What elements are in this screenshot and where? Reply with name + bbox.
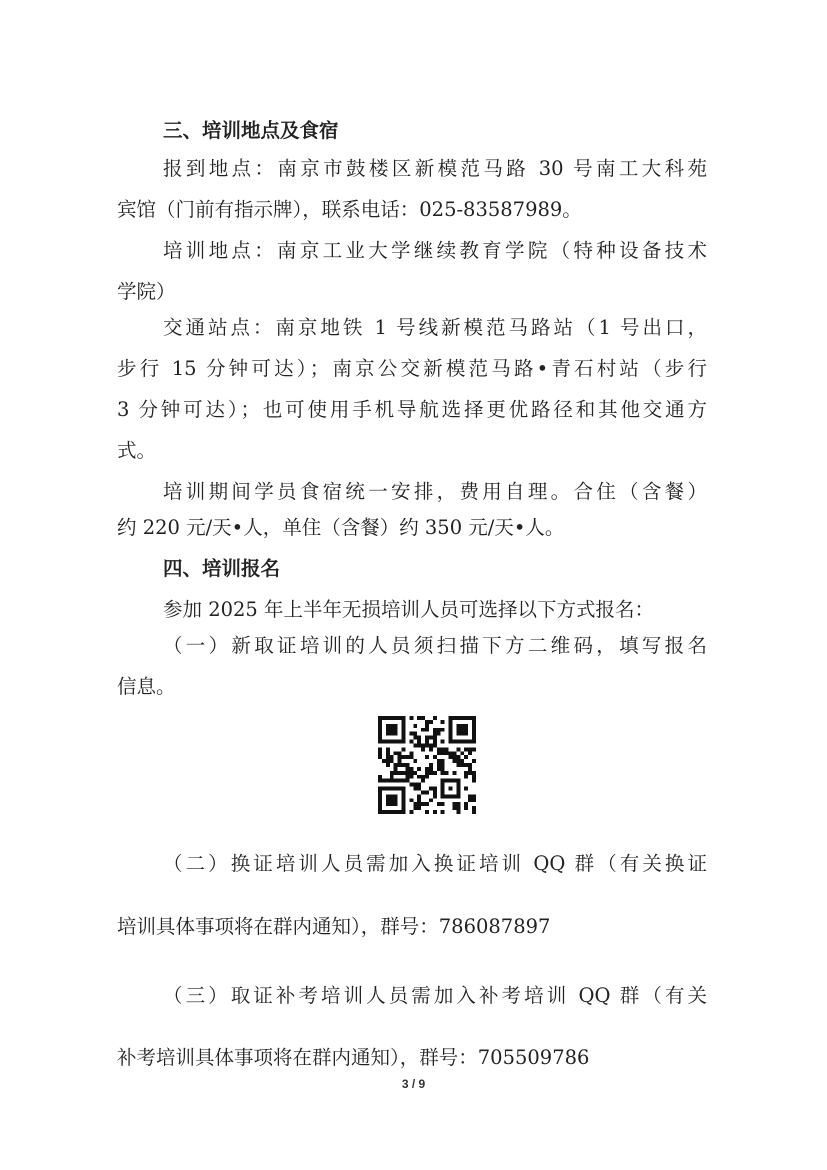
transport-line-1: 交通站点：南京地铁 1 号线新模范马路站（1 号出口， (163, 316, 707, 339)
transport-line-2: 步行 15 分钟可达）；南京公交新模范马路•青石村站（步行 (117, 357, 707, 380)
transport-line-3: 3 分钟可达）；也可使用手机导航选择更优路径和其他交通方 (117, 398, 707, 421)
section-heading-4: 四、培训报名 (163, 557, 281, 580)
item3-line-2: 补考培训具体事项将在群内通知），群号：705509786 (117, 1046, 590, 1069)
item2-line-1: （二）换证培训人员需加入换证培训 QQ 群（有关换证 (163, 852, 707, 875)
registration-intro: 参加 2025 年上半年无损培训人员可选择以下方式报名： (163, 598, 655, 621)
training-location-line-2: 学院） (117, 280, 176, 303)
training-location-line-1: 培训地点：南京工业大学继续教育学院（特种设备技术 (163, 239, 707, 262)
page-number: 3 / 9 (401, 1077, 426, 1091)
item1-line-1: （一）新取证培训的人员须扫描下方二维码，填写报名 (163, 634, 707, 657)
lodging-line-1: 培训期间学员食宿统一安排，费用自理。合住（含餐） (163, 480, 707, 503)
item3-line-1: （三）取证补考培训人员需加入补考培训 QQ 群（有关 (163, 984, 707, 1007)
qr-code-icon[interactable] (378, 716, 476, 814)
report-location-line-2: 宾馆（门前有指示牌），联系电话：025-83587989。 (117, 198, 582, 221)
item2-line-2: 培训具体事项将在群内通知），群号：786087897 (117, 915, 551, 938)
lodging-line-2: 约 220 元/天•人，单住（含餐）约 350 元/天•人。 (117, 516, 565, 539)
item1-line-2: 信息。 (117, 675, 176, 698)
transport-line-4: 式。 (117, 439, 157, 462)
section-heading-3: 三、培训地点及食宿 (163, 119, 339, 142)
report-location-line-1: 报到地点：南京市鼓楼区新模范马路 30 号南工大科苑 (163, 157, 707, 180)
